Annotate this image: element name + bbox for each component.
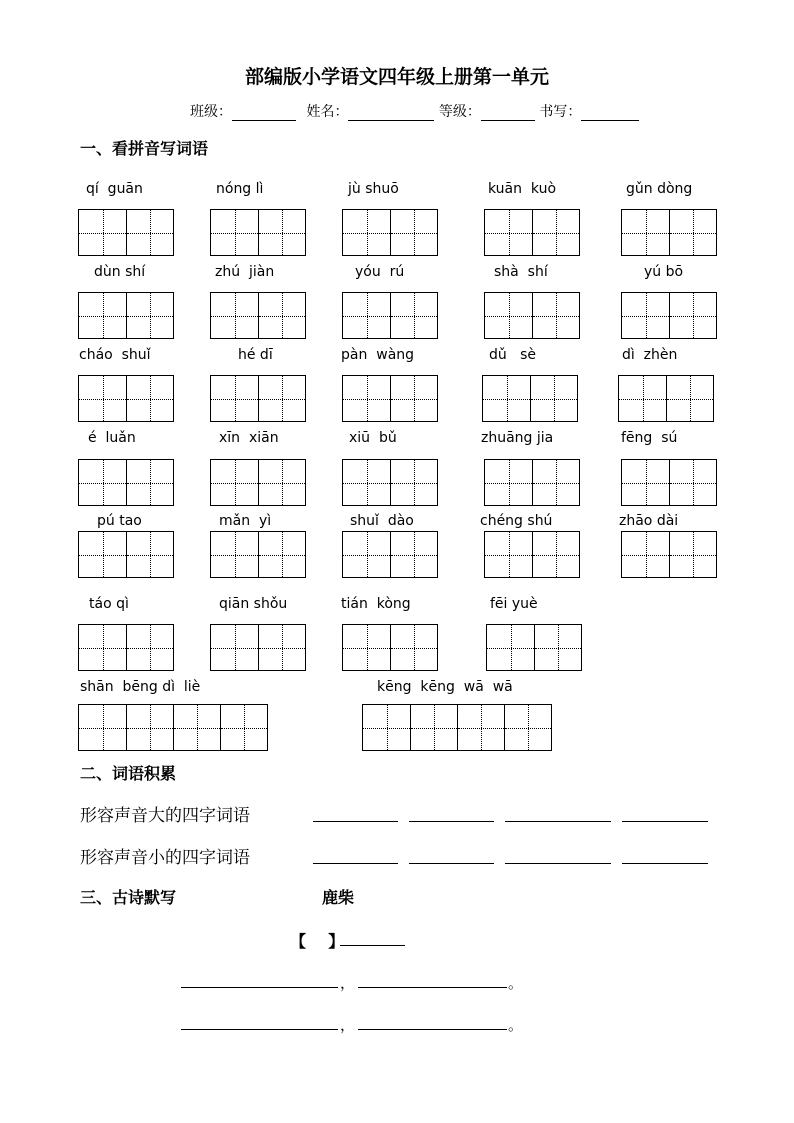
writing-grid[interactable]	[621, 209, 717, 256]
writing-grid[interactable]	[210, 292, 306, 339]
writing-grid[interactable]	[78, 209, 174, 256]
writing-grid[interactable]	[482, 375, 578, 422]
writing-grid[interactable]	[78, 531, 174, 578]
pinyin: xīn xiān	[219, 430, 279, 446]
writing-grid[interactable]	[78, 375, 174, 422]
writing-grid[interactable]	[342, 375, 438, 422]
section1-heading: 一、看拼音写词语	[80, 139, 209, 158]
writing-grid[interactable]	[484, 531, 580, 578]
pinyin: fēi yuè	[490, 596, 538, 612]
pinyin: qiān shǒu	[219, 596, 288, 612]
writing-grid[interactable]	[210, 624, 306, 671]
writing-grid[interactable]	[621, 531, 717, 578]
answer-line[interactable]	[409, 863, 494, 864]
class-blank[interactable]	[232, 106, 296, 121]
pinyin: kēng kēng wā wā	[377, 679, 513, 695]
period: 。	[508, 974, 524, 992]
writing-grid[interactable]	[210, 375, 306, 422]
writing-grid[interactable]	[78, 292, 174, 339]
writing-grid[interactable]	[621, 459, 717, 506]
pinyin: xiū bǔ	[349, 430, 397, 446]
pinyin: hé dī	[238, 347, 273, 363]
pinyin: mǎn yì	[219, 513, 272, 529]
page-title: 部编版小学语文四年级上册第一单元	[244, 66, 549, 88]
name-blank[interactable]	[348, 106, 434, 121]
writing-grid[interactable]	[342, 459, 438, 506]
writing-grid[interactable]	[621, 292, 717, 339]
writing-grid[interactable]	[486, 624, 582, 671]
writing-grid[interactable]	[484, 459, 580, 506]
pinyin: pú tao	[97, 513, 142, 529]
comma: ，	[340, 1016, 356, 1034]
pinyin: dùn shí	[94, 264, 146, 280]
writing-grid[interactable]	[618, 375, 714, 422]
pinyin: tián kòng	[341, 596, 411, 612]
section2-heading: 二、词语积累	[80, 764, 177, 783]
class-label: 班级：	[190, 104, 232, 120]
author-bracket: 【 】	[290, 932, 345, 951]
author-line[interactable]	[340, 945, 405, 946]
answer-line[interactable]	[505, 863, 611, 864]
pinyin: zhāo dài	[619, 513, 679, 529]
writing-grid-4[interactable]	[78, 704, 268, 751]
pinyin: táo qì	[89, 596, 129, 612]
writing-grid[interactable]	[484, 292, 580, 339]
poem-title: 鹿柴	[322, 888, 355, 907]
quiet-words-label: 形容声音小的四字词语	[80, 848, 250, 868]
pinyin: shà shí	[494, 264, 548, 280]
writing-grid[interactable]	[210, 531, 306, 578]
pinyin: dì zhèn	[622, 347, 678, 363]
pinyin: dǔ sè	[489, 347, 537, 363]
answer-line[interactable]	[409, 821, 494, 822]
writing-grid-4[interactable]	[362, 704, 552, 751]
poem-line[interactable]	[358, 1029, 507, 1030]
pinyin: cháo shuǐ	[79, 347, 151, 363]
writing-grid[interactable]	[78, 624, 174, 671]
pinyin: zhú jiàn	[215, 264, 275, 280]
pinyin: kuān kuò	[488, 181, 557, 197]
writing-grid[interactable]	[210, 459, 306, 506]
pinyin: fēng sú	[621, 430, 678, 446]
pinyin: qí guān	[86, 181, 143, 197]
pinyin: shān bēng dì liè	[80, 679, 201, 695]
writing-grid[interactable]	[484, 209, 580, 256]
answer-line[interactable]	[622, 821, 708, 822]
writing-grid[interactable]	[342, 531, 438, 578]
pinyin: zhuāng jia	[481, 430, 554, 446]
writing-grid[interactable]	[210, 209, 306, 256]
writing-blank[interactable]	[581, 106, 639, 121]
poem-line[interactable]	[181, 987, 338, 988]
pinyin: é luǎn	[88, 430, 136, 446]
name-label: 姓名：	[306, 104, 349, 120]
writing-label: 书写：	[539, 104, 582, 120]
writing-grid[interactable]	[342, 624, 438, 671]
pinyin: gǔn dòng	[626, 181, 693, 197]
grade-label: 等级：	[438, 104, 481, 120]
answer-line[interactable]	[313, 863, 398, 864]
section3-heading: 三、古诗默写	[80, 888, 177, 907]
pinyin: pàn wàng	[341, 347, 415, 363]
pinyin: yú bō	[644, 264, 684, 280]
answer-line[interactable]	[622, 863, 708, 864]
poem-line[interactable]	[358, 987, 507, 988]
answer-line[interactable]	[505, 821, 611, 822]
grade-blank[interactable]	[481, 106, 535, 121]
pinyin: nóng lì	[216, 181, 264, 197]
pinyin: shuǐ dào	[350, 513, 414, 529]
writing-grid[interactable]	[78, 459, 174, 506]
pinyin: jù shuō	[348, 181, 399, 197]
pinyin: chéng shú	[480, 513, 553, 529]
student-info	[190, 101, 639, 121]
comma: ，	[340, 974, 356, 992]
answer-line[interactable]	[313, 821, 398, 822]
writing-grid[interactable]	[342, 292, 438, 339]
poem-line[interactable]	[181, 1029, 338, 1030]
loud-words-label: 形容声音大的四字词语	[80, 806, 250, 826]
pinyin: yóu rú	[355, 264, 405, 280]
period: 。	[508, 1016, 524, 1034]
writing-grid[interactable]	[342, 209, 438, 256]
